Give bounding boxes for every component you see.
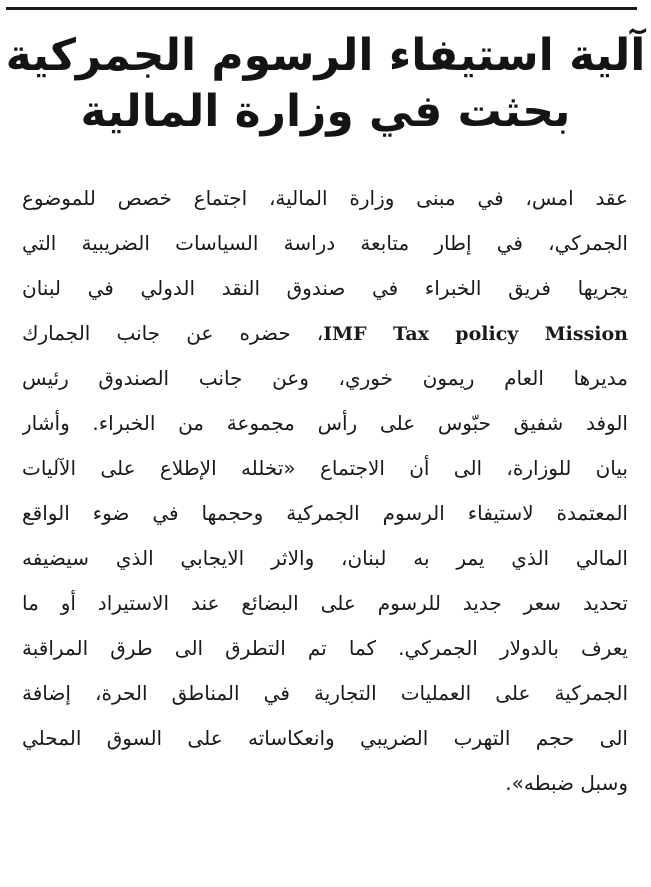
imf-mission-name: IMF Tax policy Mission (323, 323, 628, 345)
body-line-7: بيان للوزارة، الى أن الاجتماع «تخلله الإطلاع على الآليات (22, 456, 628, 480)
body-line-4-arabic: ، حضره عن جانب الجمارك (22, 321, 324, 345)
body-line-1: عقد امس، في مبنى وزارة المالية، اجتماع خصص للموضوع (22, 186, 628, 210)
body-line-9: المالي الذي يمر به لبنان، والاثر الايجابي الذي سيضيفه (22, 546, 628, 570)
body-line-11: يعرف بالدولار الجمركي. كما تم التطرق الى طرق المراقبة (22, 636, 628, 660)
article-body (22, 176, 628, 806)
article-headline (0, 28, 651, 140)
body-line-8: المعتمدة لاستيفاء الرسوم الجمركية وحجمها في ضوء الواقع (22, 501, 628, 525)
headline-line-1: آلية استيفاء الرسوم الجمركية (5, 30, 646, 81)
headline-line-2: بحثت في وزارة المالية (80, 86, 571, 137)
body-line-5: مديرها العام ريمون خوري، وعن جانب الصندوق رئيس (22, 366, 628, 390)
body-line-3: يجريها فريق الخبراء في صندوق النقد الدولي في لبنان (22, 276, 628, 300)
body-line-14: وسبل ضبطه». (505, 771, 628, 795)
body-line-4 (22, 311, 628, 356)
body-line-10: تحديد سعر جديد للرسوم على البضائع عند الاستيراد أو ما (22, 591, 628, 615)
body-line-12: الجمركية على العمليات التجارية في المناطق الحرة، إضافة (22, 681, 628, 705)
top-divider-rule (6, 7, 637, 10)
body-line-2: الجمركي، في إطار متابعة دراسة السياسات الضريبية التي (22, 231, 628, 255)
body-line-6: الوفد شفيق حبّوس على رأس مجموعة من الخبراء. وأشار (22, 411, 628, 435)
body-line-13: الى حجم التهرب الضريبي وانعكاساته على السوق المحلي (22, 726, 628, 750)
